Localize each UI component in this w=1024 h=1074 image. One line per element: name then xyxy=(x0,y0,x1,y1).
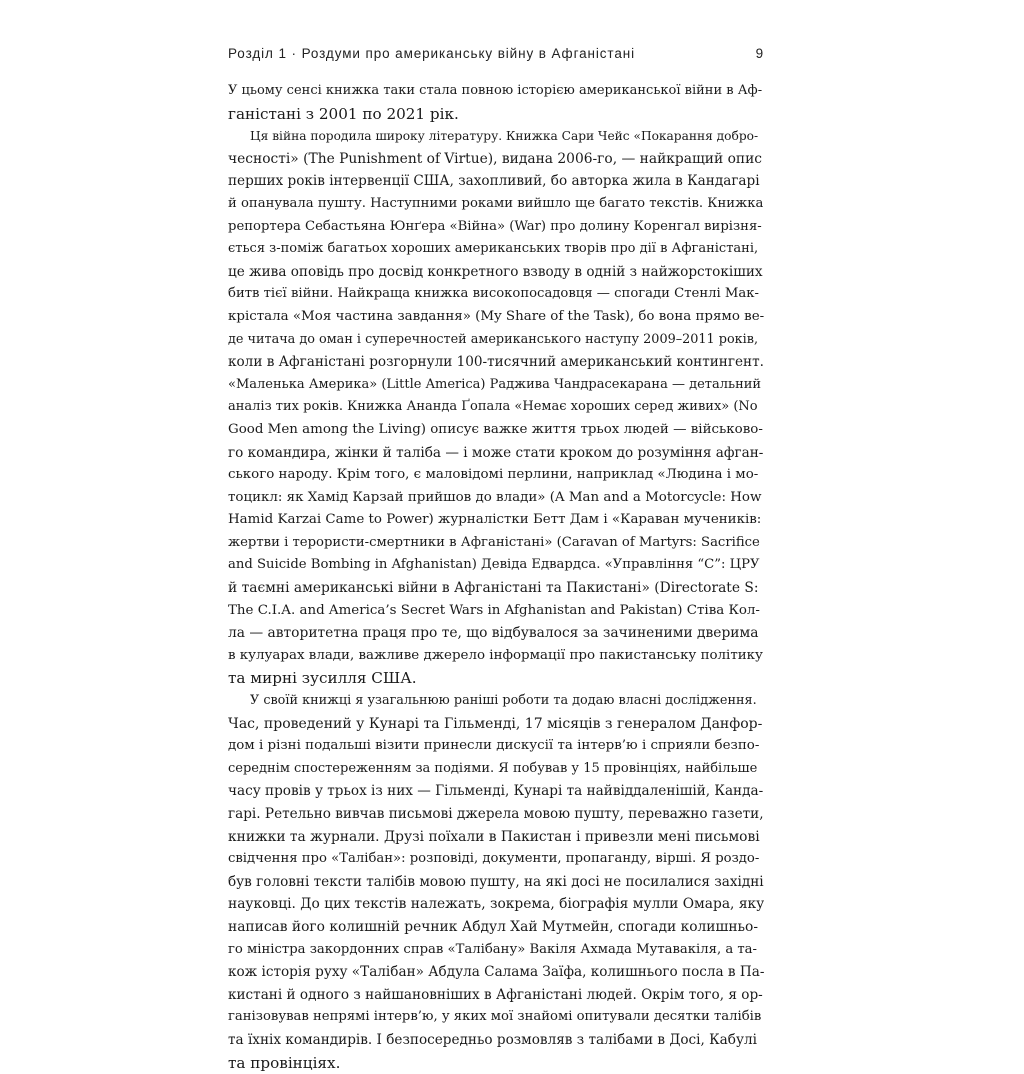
text-line: кистані й одного з найшановніших в Афганістані людей. Окрім того, я ор- xyxy=(228,986,763,1003)
text-line: ганізовував непрямі інтерв’ю, у яких мої знайомі опитували десятки талібів xyxy=(228,1009,762,1025)
text-line: ганістані з 2001 по 2021 рік. xyxy=(228,104,459,123)
text-line: дом і різні подальші візити принесли дискусії та інтерв’ю і сприяли безпо- xyxy=(228,738,760,754)
text-line: and Suicide Bombing in Afghanistan) Девіда Едвардса. «Управління “С”: ЦРУ xyxy=(228,557,760,573)
text-line: го командира, жінки й таліба — і може стати кроком до розуміння афган- xyxy=(228,444,764,461)
text-line: Good Men among the Living) описує важке життя трьох людей — військово- xyxy=(228,421,763,437)
text-line: книжки та журнали. Друзі поїхали в Пакистан і привезли мені письмові xyxy=(228,828,760,845)
text-line: науковці. До цих текстів належать, зокрема, біографія мулли Омара, яку xyxy=(228,896,764,913)
text-line: часу провів у трьох із них — Гільменді, Кунарі та найвіддаленішій, Канда- xyxy=(228,783,764,800)
text-line: був головні тексти талібів мовою пушту, на які досі не посилалися західні xyxy=(228,873,764,890)
text-line: репортера Себастьяна Юнґера «Війна» (War) про долину Коренгал вирізня- xyxy=(228,218,762,234)
text-line: аналіз тих років. Книжка Ананда Ґопала «Немає хороших серед живих» (No xyxy=(228,399,758,415)
text-line: крістала «Моя частина завдання» (My Share of the Task), бо вона прямо ве- xyxy=(228,308,764,324)
text-line: жертви і терористи-смертники в Афганістані» (Caravan of Martyrs: Sacrifice xyxy=(228,534,760,550)
text-line: У своїй книжці я узагальнюю раніші роботи та додаю власні дослідження. xyxy=(250,693,757,709)
text-line: битв тієї війни. Найкраща книжка високопосадовця — спогади Стенлі Мак- xyxy=(228,286,759,302)
page-number: 9 xyxy=(755,46,764,61)
text-line: та мирні зусилля США. xyxy=(228,669,417,688)
text-line: ського народу. Крім того, є маловідомі перлини, наприклад «Людина і мо- xyxy=(228,467,759,483)
text-line: перших років інтервенції США, захопливий, бо авторка жила в Кандагарі xyxy=(228,173,760,190)
text-line: гарі. Ретельно вивчав письмові джерела мовою пушту, переважно газети, xyxy=(228,806,764,822)
text-line: Ця війна породила широку літературу. Книжка Сари Чейс «Покарання добро- xyxy=(250,129,759,144)
text-line: коли в Афганістані розгорнули 100-тисячний американський контингент. xyxy=(228,354,764,371)
text-line: середнім спостереженням за подіями. Я побував у 15 провінціях, найбільше xyxy=(228,760,758,776)
text-line: це жива оповідь про досвід конкретного взводу в одній з найжорстокіших xyxy=(228,263,763,280)
text-line: та їхніх командирів. І безпосередньо розмовляв з талібами в Досі, Кабулі xyxy=(228,1031,757,1048)
running-header xyxy=(228,46,764,70)
text-line: Час, проведений у Кунарі та Гільменді, 17 місяців з генералом Данфор- xyxy=(228,715,763,732)
text-line: Hamid Karzai Came to Power) журналістки Бетт Дам і «Караван мучеників: xyxy=(228,512,762,528)
text-line: ла — авторитетна праця про те, що відбувалося за зачиненими дверима xyxy=(228,625,759,642)
text-line: «Маленька Америка» (Little America) Раджива Чандрасекарана — детальний xyxy=(228,376,762,392)
text-line: де читача до оман і суперечностей американського наступу 2009–2011 років, xyxy=(228,331,759,347)
text-line: чесності» (The Punishment of Virtue), видана 2006-го, — найкращий опис xyxy=(228,150,762,167)
text-line: The C.I.A. and America’s Secret Wars in Afghanistan and Pakistan) Стіва Кол- xyxy=(228,602,760,618)
text-line: У цьому сенсі книжка таки стала повною історією американської війни в Аф- xyxy=(228,83,763,98)
text-line: та провінціях. xyxy=(228,1053,341,1072)
running-title: Розділ 1 · Роздуми про американську війну в Афганістані xyxy=(228,46,635,61)
text-line: й таємні американські війни в Афганістані та Пакистані» (Directorate S: xyxy=(228,580,759,597)
text-line: свідчення про «Талібан»: розповіді, документи, пропаганду, вірші. Я роздо- xyxy=(228,851,760,867)
text-line: тоцикл: як Хамід Карзай прийшов до влади» (A Man and a Motorcycle: How xyxy=(228,489,762,505)
text-line: кож історія руху «Талібан» Абдула Салама Заїфа, колишнього посла в Па- xyxy=(228,964,764,981)
text-line: ється з-поміж багатьох хороших американських творів про дії в Афганістані, xyxy=(228,241,759,257)
text-line: й опанувала пушту. Наступними роками вийшло ще багато текстів. Книжка xyxy=(228,195,764,211)
text-line: го міністра закордонних справ «Талібану» Вакіля Ахмада Мутавакіля, а та- xyxy=(228,941,758,957)
text-line: написав його колишній речник Абдул Хай Мутмейн, спогади колишньо- xyxy=(228,918,759,935)
body-text xyxy=(228,80,764,1074)
text-line: в кулуарах влади, важливе джерело інформації про пакистанську політику xyxy=(228,647,763,663)
